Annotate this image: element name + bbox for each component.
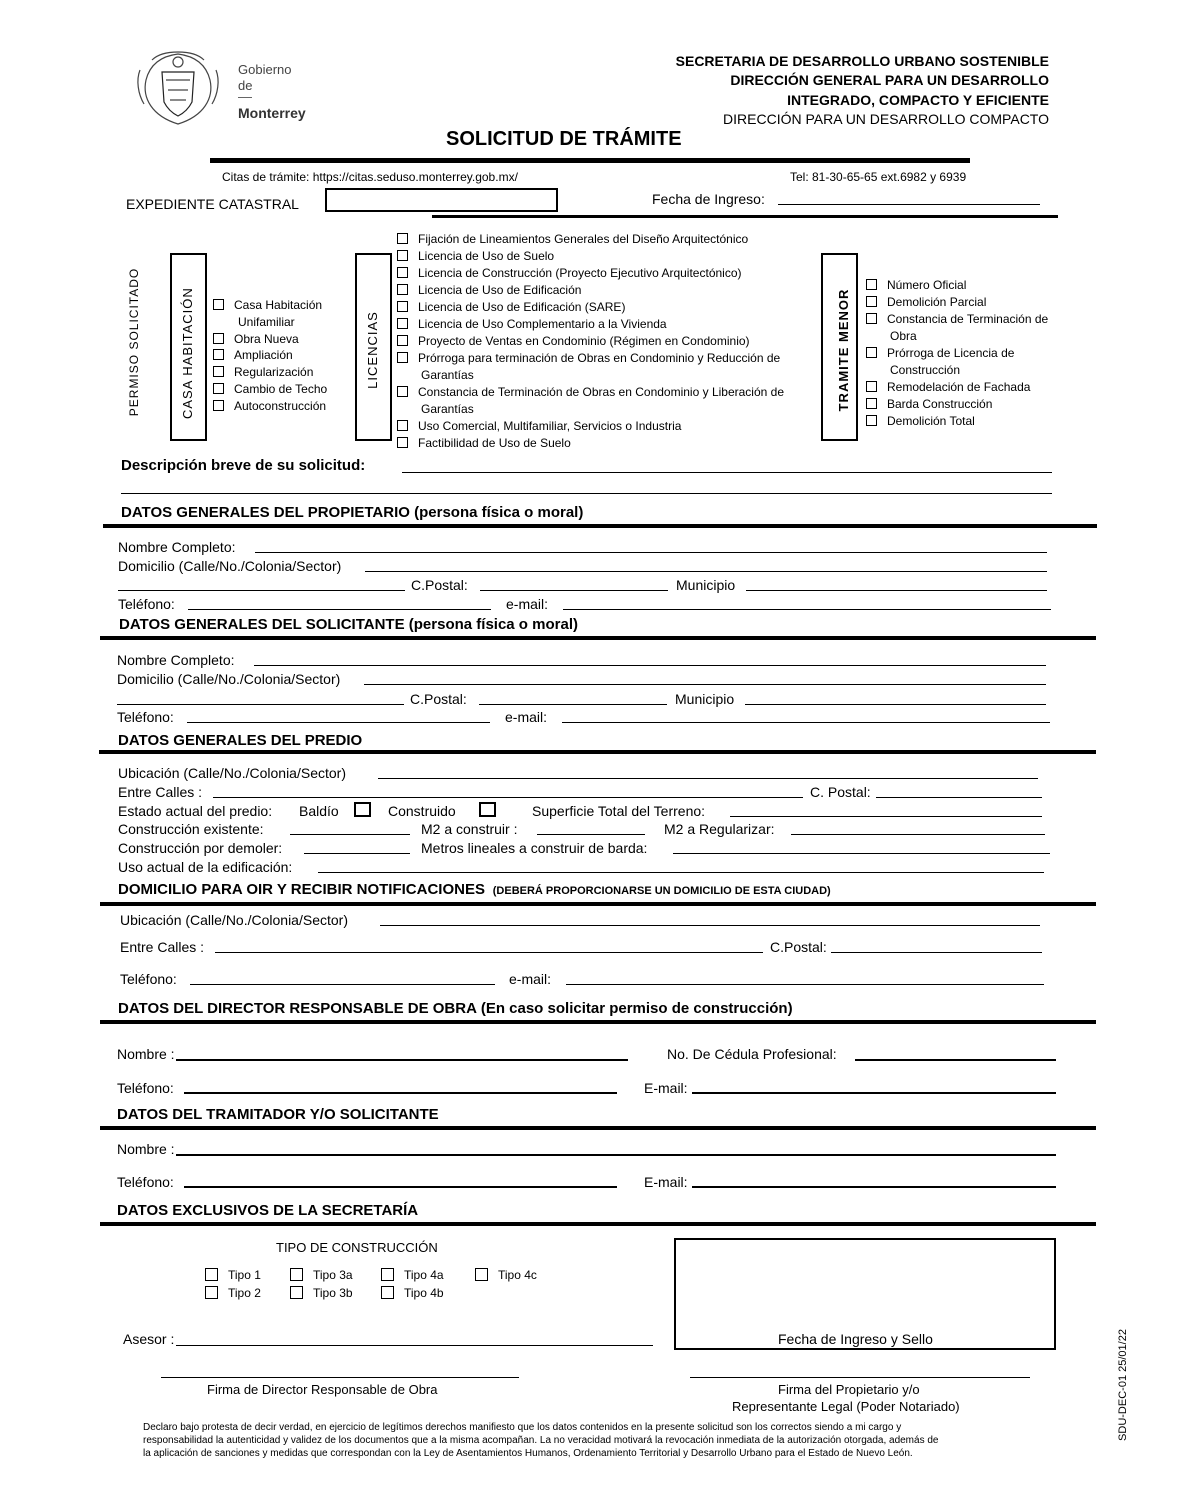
director-nombre-label: Nombre : <box>117 1046 175 1062</box>
option-label: Remodelación de Fachada <box>887 380 1031 394</box>
predio-cp-input[interactable] <box>876 797 1042 798</box>
citas-text: Citas de trámite: https://citas.seduso.monterrey.gob.mx/ <box>222 170 518 184</box>
licencia-option-1[interactable] <box>397 248 554 265</box>
predio-construido-label: Construido <box>388 803 456 819</box>
option-label: Garantías <box>421 402 474 416</box>
option-label: Constancia de Terminación de Obras en Condominio y Liberación de <box>418 385 784 399</box>
checkbox[interactable] <box>213 349 224 360</box>
option-label: Demolición Parcial <box>887 295 987 309</box>
tramite-option-barda[interactable] <box>866 396 992 413</box>
propietario-nombre-input[interactable] <box>255 552 1047 553</box>
casa-option-obra-nueva[interactable] <box>213 331 299 348</box>
declaracion-line-1: Declaro bajo protesta de decir verdad, en ejercicio de legítimos derechos manifiesto que los datos contenidos en la presente solicitud son los correctos siendo a mi cargo y <box>143 1422 902 1433</box>
tramite-option-constancia[interactable] <box>866 311 1048 328</box>
checkbox[interactable] <box>866 347 877 358</box>
checkbox[interactable] <box>866 381 877 392</box>
checkbox[interactable] <box>397 301 408 312</box>
tramitador-rule <box>100 1126 1096 1130</box>
propietario-telefono-label: Teléfono: <box>118 596 175 612</box>
asesor-input[interactable] <box>176 1345 653 1346</box>
option-label: Prórroga de Licencia de <box>887 346 1015 360</box>
propietario-telefono-input[interactable] <box>188 609 491 610</box>
licencia-option-7[interactable] <box>397 350 780 367</box>
section-subtitle: (En caso solicitar permiso de construcción) <box>480 1000 793 1017</box>
licencia-option-12[interactable] <box>397 435 571 452</box>
propietario-municipio-input[interactable] <box>746 590 1047 591</box>
propietario-nombre-label: Nombre Completo: <box>118 539 236 555</box>
checkbox[interactable] <box>213 366 224 377</box>
option-label: Fijación de Lineamientos Generales del Diseño Arquitectónico <box>418 232 749 246</box>
checkbox[interactable] <box>397 352 408 363</box>
notif-entre-input[interactable] <box>215 952 763 953</box>
casa-label: CASA HABITACIÓN <box>180 287 195 419</box>
title-rule <box>210 158 970 163</box>
section-title: DATOS GENERALES DEL SOLICITANTE <box>119 616 405 633</box>
predio-existente-label: Construcción existente: <box>118 821 264 837</box>
predio-estado-label: Estado actual del predio: <box>118 803 273 819</box>
option-label: Proyecto de Ventas en Condominio (Régimen en Condominio) <box>418 334 750 348</box>
option-label: Unifamiliar <box>238 315 295 329</box>
notif-cp-label: C.Postal: <box>770 939 827 955</box>
checkbox[interactable] <box>213 383 224 394</box>
checkbox[interactable] <box>213 333 224 344</box>
permiso-label: PERMISO SOLICITADO <box>127 267 141 417</box>
predio-demoler-input[interactable] <box>304 853 410 854</box>
predio-m2-regularizar-input[interactable] <box>791 834 1045 835</box>
section-title: DATOS DEL DIRECTOR RESPONSABLE DE OBRA <box>118 1000 477 1017</box>
tramitador-email-label: E-mail: <box>644 1174 688 1190</box>
option-label: Ampliación <box>234 348 293 362</box>
predio-barda-input[interactable] <box>673 853 1050 854</box>
licencia-option-0[interactable] <box>397 231 748 248</box>
coat-of-arms-logo <box>132 50 224 128</box>
notif-cp-input[interactable] <box>831 952 1042 953</box>
option-label: Construcción <box>890 363 961 377</box>
casa-option-unifamiliar-text <box>238 314 295 331</box>
tramite-label: TRAMITE MENOR <box>836 288 851 412</box>
expediente-label: EXPEDIENTE CATASTRAL <box>126 196 299 212</box>
licencia-option-6[interactable] <box>397 333 750 350</box>
checkbox[interactable] <box>205 1268 218 1281</box>
tipo-3b-option[interactable] <box>290 1285 353 1302</box>
predio-m2-construir-label: M2 a construir : <box>421 821 518 837</box>
tramite-option-demolicion-total[interactable] <box>866 413 975 430</box>
checkbox[interactable] <box>381 1268 394 1281</box>
tramitador-nombre-input[interactable] <box>176 1154 1056 1156</box>
option-label: Tipo 2 <box>228 1286 261 1300</box>
checkbox[interactable] <box>397 420 408 431</box>
checkbox[interactable] <box>866 296 877 307</box>
option-label: Tipo 4a <box>404 1268 444 1282</box>
tipo-2-option[interactable] <box>205 1285 261 1302</box>
predio-ubicacion-input[interactable] <box>378 778 1038 779</box>
solicitante-domicilio-input[interactable] <box>364 684 1046 685</box>
declaracion-line-2: responsabilidad la autenticidad y validez de los documentos que a la misma acompañan. La no veracidad motivará la revocación inmediata de la autorización otorgada, además de <box>143 1435 939 1446</box>
expediente-input[interactable] <box>325 188 558 212</box>
asesor-label: Asesor : <box>123 1331 175 1347</box>
option-label: Licencia de Construcción (Proyecto Ejecutivo Arquitectónico) <box>418 266 742 280</box>
option-label: Cambio de Techo <box>234 382 328 396</box>
firma-director-line[interactable] <box>161 1377 519 1378</box>
casa-option-regularizacion[interactable] <box>213 364 313 381</box>
option-label: Tipo 3a <box>313 1268 353 1282</box>
checkbox[interactable] <box>397 318 408 329</box>
checkbox[interactable] <box>397 437 408 448</box>
solicitante-municipio-input[interactable] <box>745 704 1046 705</box>
propietario-heading <box>121 504 583 521</box>
page-title: SOLICITUD DE TRÁMITE <box>446 128 682 150</box>
solicitante-municipio-label: Municipio <box>675 691 735 707</box>
checkbox[interactable] <box>397 335 408 346</box>
checkbox[interactable] <box>866 279 877 290</box>
propietario-municipio-label: Municipio <box>676 577 736 593</box>
logo-text-gobierno: Gobierno <box>238 62 292 77</box>
checkbox[interactable] <box>205 1286 218 1299</box>
predio-heading: DATOS GENERALES DEL PREDIO <box>118 732 363 749</box>
tramite-option-prorroga-cont <box>890 362 960 379</box>
tramite-option-numero-oficial[interactable] <box>866 277 966 294</box>
licencia-option-4[interactable] <box>397 299 625 316</box>
solicitante-rule <box>100 636 1096 640</box>
solicitante-telefono-label: Teléfono: <box>117 709 174 725</box>
firma-director-label: Firma de Director Responsable de Obra <box>207 1382 438 1397</box>
checkbox[interactable] <box>397 250 408 261</box>
solicitante-domicilio-input-2[interactable] <box>117 704 404 705</box>
tramitador-heading: DATOS DEL TRAMITADOR Y/O SOLICITANTE <box>117 1106 439 1123</box>
option-label: Tipo 3b <box>313 1286 353 1300</box>
secretaria-heading: DATOS EXCLUSIVOS DE LA SECRETARÍA <box>117 1202 419 1219</box>
tipo-4b-option[interactable] <box>381 1285 444 1302</box>
director-email-input[interactable] <box>692 1092 1056 1094</box>
descripcion-line-2[interactable] <box>121 493 1052 494</box>
tipo-3a-option[interactable] <box>290 1267 353 1284</box>
licencia-option-3[interactable] <box>397 282 581 299</box>
director-heading <box>118 1000 793 1017</box>
notif-entre-label: Entre Calles : <box>120 939 205 955</box>
licencia-option-9-cont <box>421 401 474 418</box>
notif-telefono-label: Teléfono: <box>120 971 177 987</box>
checkbox[interactable] <box>213 400 224 411</box>
predio-m2-construir-input[interactable] <box>537 834 645 835</box>
tramitador-telefono-input[interactable] <box>184 1186 617 1188</box>
director-rule <box>100 1020 1096 1024</box>
notif-telefono-input[interactable] <box>190 984 495 985</box>
solicitante-cp-label: C.Postal: <box>410 691 467 707</box>
predio-uso-actual-input[interactable] <box>318 872 1044 873</box>
solicitante-telefono-input[interactable] <box>187 722 490 723</box>
tramitador-nombre-label: Nombre : <box>117 1141 175 1157</box>
tramite-option-remodelacion[interactable] <box>866 379 1030 396</box>
secretaria-line-2: DIRECCIÓN GENERAL PARA UN DESARROLLO <box>730 72 1049 88</box>
predio-superficie-label: Superficie Total del Terreno: <box>532 803 706 819</box>
option-label: Regularización <box>234 365 314 379</box>
director-cedula-label: No. De Cédula Profesional: <box>667 1046 837 1062</box>
option-label: Tipo 4b <box>404 1286 444 1300</box>
tramite-option-demolicion-parcial[interactable] <box>866 294 986 311</box>
option-label: Licencia de Uso de Edificación <box>418 283 582 297</box>
notif-ubicacion-label: Ubicación (Calle/No./Colonia/Sector) <box>120 912 348 928</box>
notif-email-input[interactable] <box>566 984 1044 985</box>
telefono-text: Tel: 81-30-65-65 ext.6982 y 6939 <box>790 170 967 184</box>
checkbox[interactable] <box>397 267 408 278</box>
representante-label: Representante Legal (Poder Notariado) <box>732 1399 960 1414</box>
option-label: Prórroga para terminación de Obras en Condominio y Reducción de <box>418 351 781 365</box>
predio-entre-label: Entre Calles : <box>118 784 203 800</box>
option-label: Casa Habitación <box>234 298 323 312</box>
predio-cp-label: C. Postal: <box>810 784 871 800</box>
licencia-option-2[interactable] <box>397 265 742 282</box>
option-label: Factibilidad de Uso de Suelo <box>418 436 571 450</box>
predio-rule <box>99 750 1096 754</box>
predio-superficie-input[interactable] <box>730 816 1042 817</box>
option-label: Número Oficial <box>887 278 967 292</box>
logo-divider <box>238 97 252 98</box>
propietario-domicilio-input-2[interactable] <box>118 590 405 591</box>
checkbox[interactable] <box>397 233 408 244</box>
propietario-cp-label: C.Postal: <box>411 577 468 593</box>
tramitador-telefono-label: Teléfono: <box>117 1174 174 1190</box>
propietario-cp-input[interactable] <box>480 590 668 591</box>
solicitante-nombre-label: Nombre Completo: <box>117 652 235 668</box>
notif-heading <box>118 881 831 898</box>
tipo-construccion-title: TIPO DE CONSTRUCCIÓN <box>276 1240 438 1255</box>
secretaria-line-1: SECRETARIA DE DESARROLLO URBANO SOSTENIBLE <box>675 53 1049 69</box>
notif-email-label: e-mail: <box>509 971 552 987</box>
checkbox[interactable] <box>397 284 408 295</box>
checkbox[interactable] <box>381 1286 394 1299</box>
descripcion-label: Descripción breve de su solicitud: <box>121 457 366 474</box>
option-label: Barda Construcción <box>887 397 993 411</box>
checkbox[interactable] <box>397 386 408 397</box>
section-subtitle: (persona física o moral) <box>414 504 584 521</box>
secretaria-line-3: INTEGRADO, COMPACTO Y EFICIENTE <box>787 92 1049 108</box>
solicitante-domicilio-label: Domicilio (Calle/No./Colonia/Sector) <box>117 671 341 687</box>
predio-baldio-checkbox[interactable] <box>354 802 371 817</box>
option-label: Constancia de Terminación de <box>887 312 1049 326</box>
form-code: SDU-DEC-01 25/01/22 <box>1117 1329 1129 1441</box>
section-title: DOMICILIO PARA OIR Y RECIBIR NOTIFICACIONES <box>118 881 485 898</box>
casa-option-casa-habitacion[interactable] <box>213 297 322 314</box>
fecha-ingreso-label: Fecha de Ingreso: <box>652 191 765 207</box>
checkbox[interactable] <box>213 299 224 310</box>
option-label: Uso Comercial, Multifamiliar, Servicios o Industria <box>418 419 682 433</box>
solicitante-email-label: e-mail: <box>505 709 548 725</box>
licencia-option-5[interactable] <box>397 316 667 333</box>
notif-ubicacion-input[interactable] <box>380 925 1040 926</box>
tramite-option-prorroga[interactable] <box>866 345 1014 362</box>
checkbox[interactable] <box>475 1268 488 1281</box>
predio-baldio-label: Baldío <box>299 803 339 819</box>
tramitador-email-input[interactable] <box>692 1186 1056 1188</box>
secretaria-rule <box>100 1222 1096 1226</box>
option-label: Obra <box>890 329 917 343</box>
propietario-domicilio-label: Domicilio (Calle/No./Colonia/Sector) <box>118 558 342 574</box>
casa-option-cambio-techo[interactable] <box>213 381 327 398</box>
director-telefono-input[interactable] <box>184 1092 617 1094</box>
declaracion-line-3: la aplicación de sanciones y medidas que correspondan con la Ley de Asentamientos Humanos, Ordenamiento Territorial y Desarrollo Urbano para el Estado de Nuevo León. <box>143 1448 913 1459</box>
section-note: (DEBERÁ PROPORCIONARSE UN DOMICILIO DE ESTA CIUDAD) <box>492 885 831 897</box>
tipo-1-option[interactable] <box>205 1267 261 1284</box>
licencia-option-9[interactable] <box>397 384 784 401</box>
licencia-option-11[interactable] <box>397 418 681 435</box>
secretaria-line-4: DIRECCIÓN PARA UN DESARROLLO COMPACTO <box>723 111 1049 127</box>
checkbox[interactable] <box>290 1268 303 1281</box>
descripcion-line-1[interactable] <box>402 472 1052 473</box>
option-label: Autoconstrucción <box>234 399 327 413</box>
predio-ubicacion-label: Ubicación (Calle/No./Colonia/Sector) <box>118 765 346 781</box>
option-label: Demolición Total <box>887 414 975 428</box>
firma-propietario-label: Firma del Propietario y/o <box>778 1382 920 1397</box>
predio-demoler-label: Construcción por demoler: <box>118 840 283 856</box>
propietario-email-input[interactable] <box>563 609 1051 610</box>
tramite-option-constancia-cont <box>890 328 917 345</box>
solicitante-cp-input[interactable] <box>479 704 667 705</box>
predio-entre-input[interactable] <box>213 797 803 798</box>
casa-option-autoconstruccion[interactable] <box>213 398 326 415</box>
licencias-label: LICENCIAS <box>365 311 380 389</box>
checkbox[interactable] <box>866 313 877 324</box>
tipo-4c-option[interactable] <box>475 1267 537 1284</box>
option-label: Tipo 4c <box>498 1268 537 1282</box>
licencia-option-7-cont <box>421 367 474 384</box>
director-telefono-label: Teléfono: <box>117 1080 174 1096</box>
propietario-domicilio-input[interactable] <box>365 571 1047 572</box>
notif-rule <box>100 902 1096 906</box>
solicitante-heading <box>119 616 578 633</box>
director-email-label: E-mail: <box>644 1080 688 1096</box>
casa-option-ampliacion[interactable] <box>213 347 293 364</box>
director-cedula-input[interactable] <box>855 1059 1056 1061</box>
predio-construido-checkbox[interactable] <box>479 802 496 817</box>
predio-barda-label: Metros lineales a construir de barda: <box>421 840 648 856</box>
checkbox[interactable] <box>866 398 877 409</box>
option-label: Licencia de Uso de Edificación (SARE) <box>418 300 626 314</box>
fecha-ingreso-line[interactable] <box>778 204 1040 205</box>
logo-text-monterrey: Monterrey <box>238 105 306 121</box>
propietario-rule <box>103 524 1097 528</box>
firma-propietario-line[interactable] <box>690 1377 1030 1378</box>
director-nombre-input[interactable] <box>176 1059 628 1061</box>
predio-existente-input[interactable] <box>290 834 410 835</box>
solicitante-email-input[interactable] <box>562 722 1050 723</box>
option-label: Licencia de Uso Complementario a la Vivienda <box>418 317 667 331</box>
option-label: Garantías <box>421 368 474 382</box>
solicitante-nombre-input[interactable] <box>254 665 1046 666</box>
section-subtitle: (persona física o moral) <box>408 616 578 633</box>
header-rule <box>432 215 1058 218</box>
option-label: Licencia de Uso de Suelo <box>418 249 555 263</box>
propietario-email-label: e-mail: <box>506 596 549 612</box>
checkbox[interactable] <box>290 1286 303 1299</box>
checkbox[interactable] <box>866 415 877 426</box>
predio-m2-regularizar-label: M2 a Regularizar: <box>664 821 775 837</box>
option-label: Obra Nueva <box>234 332 299 346</box>
sello-label: Fecha de Ingreso y Sello <box>778 1331 933 1347</box>
logo-text-de: de <box>238 78 253 93</box>
predio-uso-actual-label: Uso actual de la edificación: <box>118 859 293 875</box>
option-label: Tipo 1 <box>228 1268 261 1282</box>
section-title: DATOS GENERALES DEL PROPIETARIO <box>121 504 410 521</box>
tipo-4a-option[interactable] <box>381 1267 444 1284</box>
